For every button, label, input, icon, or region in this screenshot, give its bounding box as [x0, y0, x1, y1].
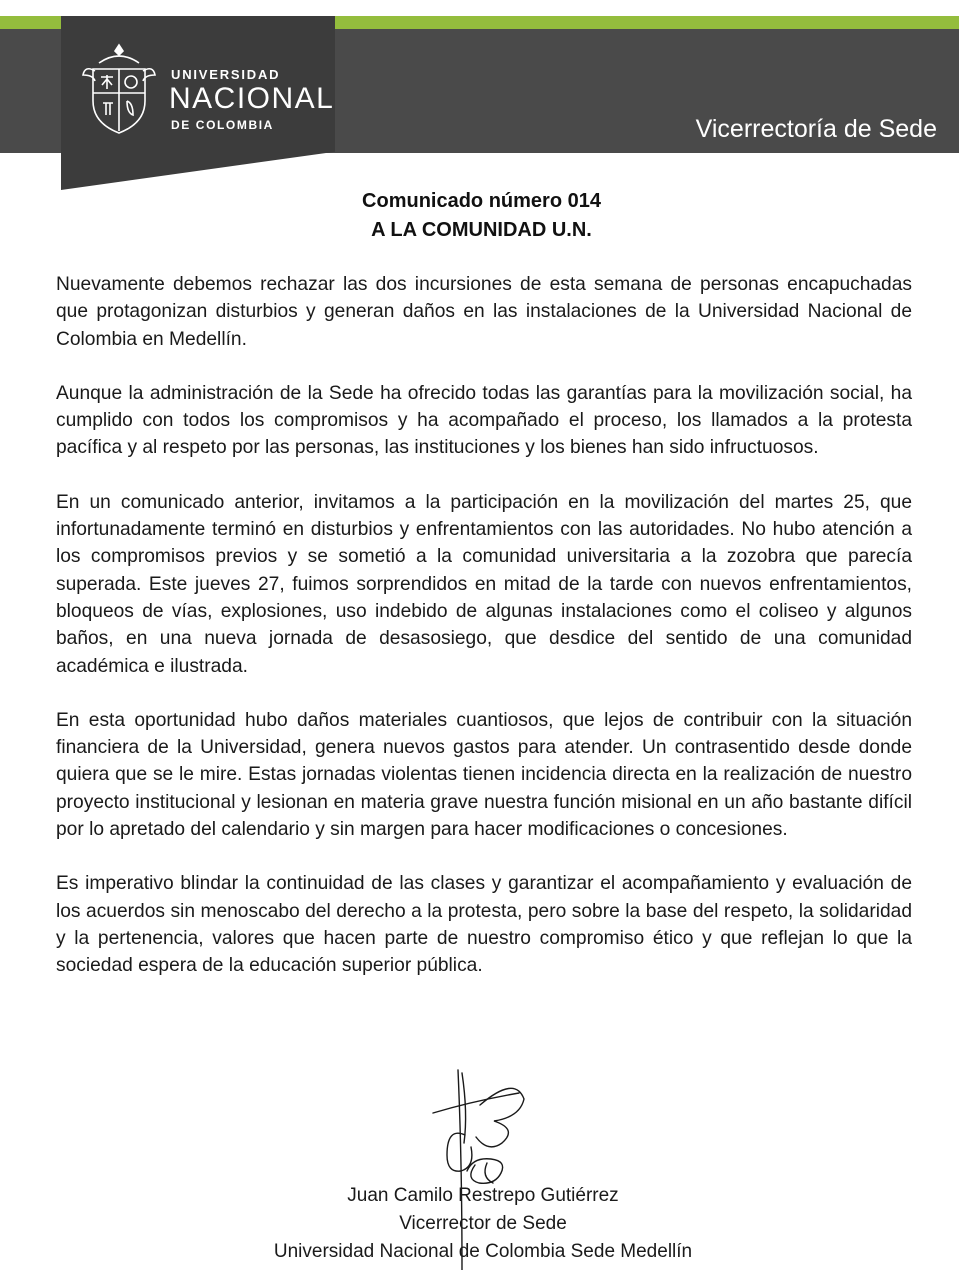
body-paragraph-2: Aunque la administración de la Sede ha ofrecido todas las garantías para la movilización social, ha cumplido con todos los compromisos y ha acompañado el proceso, los llamados a la protesta pacífica y al respeto por las personas, las instituciones y los bienes han sido infructuosos. — [56, 382, 912, 459]
body-paragraph-1: Nuevamente debemos rechazar las dos incursiones de esta semana de personas encapuchadas que protagonizan disturbios y generan daños en las instalaciones de la Universidad Nacional de Colombia en Medellín. — [56, 274, 912, 350]
body-paragraph-5: Es imperativo blindar la continuidad de las clases y garantizar el acompañamiento y evaluación de los acuerdos sin menoscabo del derecho a la protesta, pero sobre la base del respeto, la solidaridad y la pertenencia, valores que hacen parte de nuestro compromiso ético y que reflejan lo que la sociedad espera de la educación superior pública. — [56, 873, 912, 977]
document-title — [0, 187, 959, 245]
document-title-audience: A LA COMUNIDAD U.N. — [371, 219, 592, 241]
department-title: Vicerrectoría de Sede — [695, 115, 937, 143]
university-crest-icon — [79, 41, 159, 141]
signatory-position: Vicerrector de Sede — [399, 1213, 567, 1234]
document-body — [56, 271, 912, 1007]
body-paragraph-3: En un comunicado anterior, invitamos a la participación en la movilización del martes 25, que infortunadamente terminó en disturbios y enfrentamientos con las autoridades. No hubo atención a los compromisos previos y se sometió a la comunidad universitaria a la zozobra que parecía superada. Este jueves 27, fuimos sorprendidos en mitad de la tarde con nuevos enfrentamientos, bloqueos de vías, explosiones, uso indebido de algunas instalaciones como el coliseo y algunos baños, en una nueva jornada de desasosiego, que desdice del sentido de una comunidad académica e ilustrada. — [56, 491, 912, 677]
signature-block — [0, 1182, 959, 1266]
document-title-number: Comunicado número 014 — [362, 190, 601, 212]
signatory-name: Juan Camilo Restrepo Gutiérrez — [347, 1185, 619, 1206]
university-name-line1: UNIVERSIDAD — [171, 67, 281, 82]
signatory-institution: Universidad Nacional de Colombia Sede Medellín — [273, 1241, 693, 1262]
university-name-line2: NACIONAL — [169, 82, 335, 115]
university-name-line3: DE COLOMBIA — [171, 118, 274, 132]
body-paragraph-4: En esta oportunidad hubo daños materiales cuantiosos, que lejos de contribuir con la situación financiera de la Universidad, genera nuevos gastos para atender. Un contrasentido desde donde quiera que se le mire. Estas jornadas violentas tienen incidencia directa en la realización de nuestro proyecto institucional y lesionan en materia grave nuestra función misional en un año bastante difícil por lo apretado del calendario y sin margen para hacer modificaciones o concesiones. — [56, 709, 912, 841]
